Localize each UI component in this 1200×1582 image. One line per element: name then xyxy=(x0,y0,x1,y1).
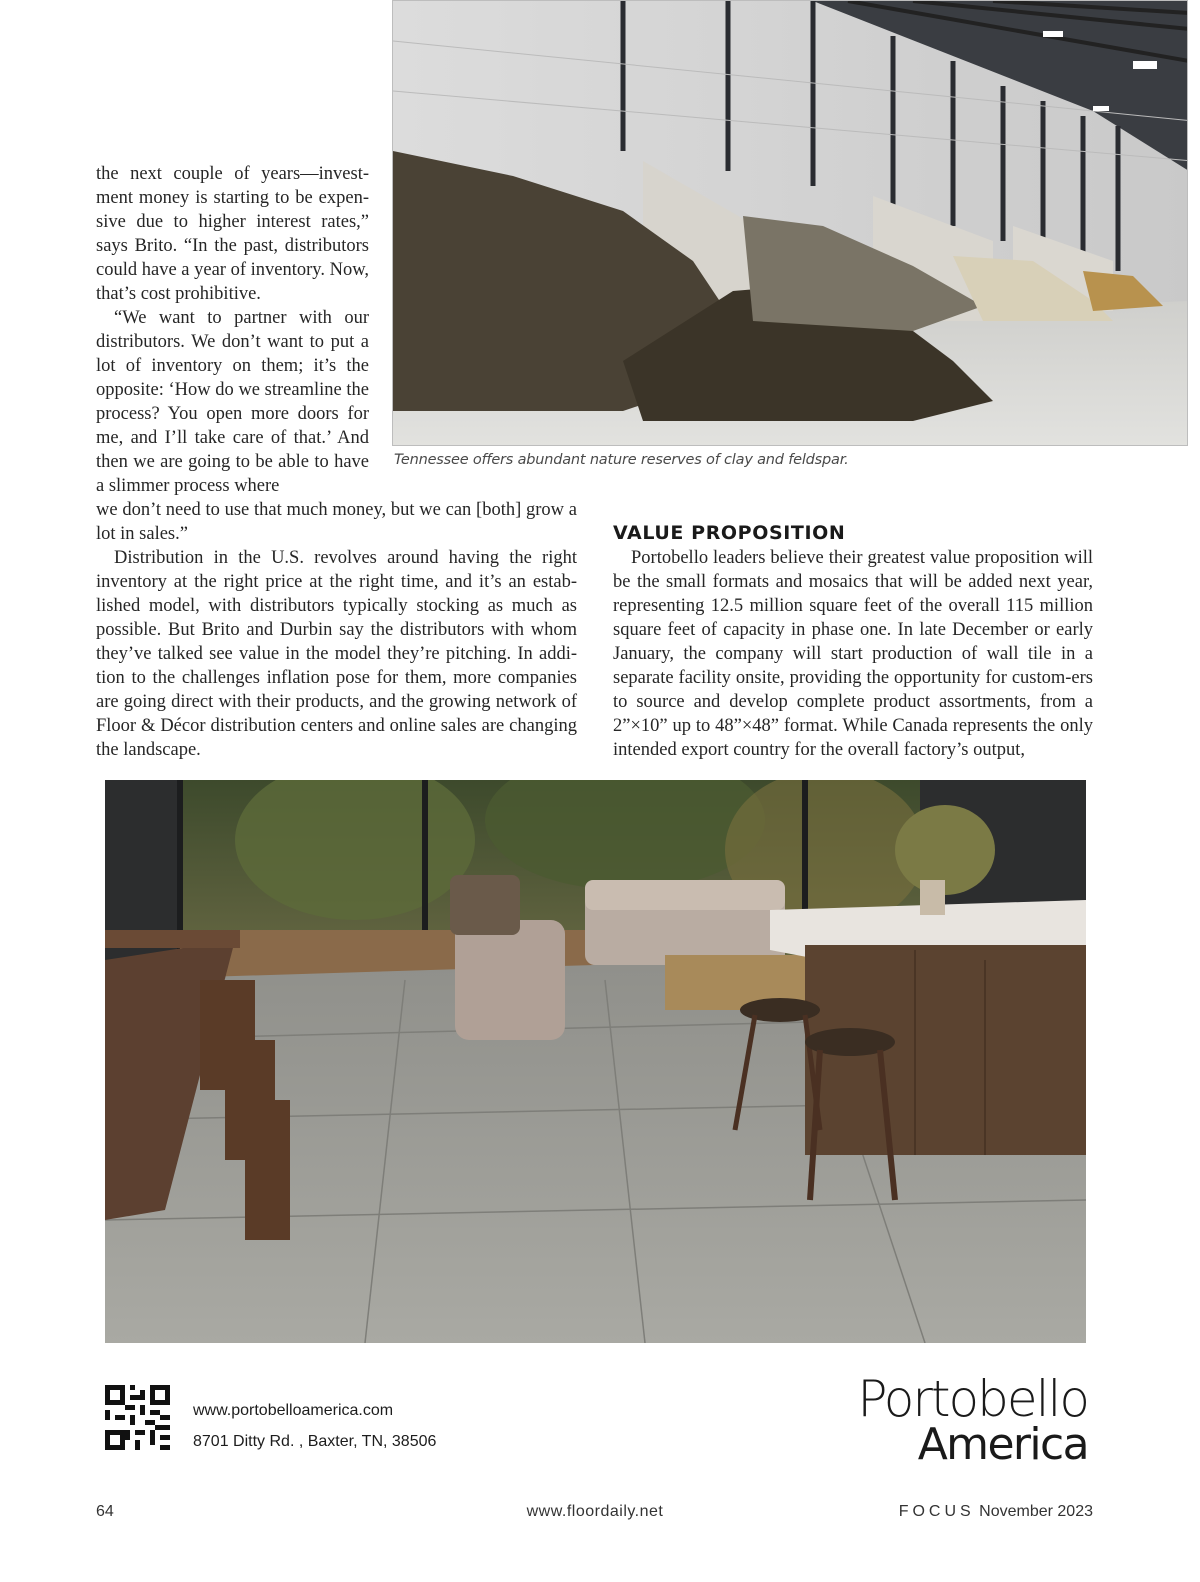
photo-caption: Tennessee offers abundant nature reserves of clay and feldspar. xyxy=(394,452,849,468)
advertiser-website-link[interactable]: www.portobelloamerica.com xyxy=(193,1402,394,1419)
qr-code[interactable] xyxy=(105,1385,170,1450)
article-column-left-top xyxy=(96,162,369,498)
article-paragraph: we don’t need to use that much money, but we can [both] grow a lot in sales.” xyxy=(96,500,577,544)
footer-issue-label xyxy=(899,1503,1093,1521)
article-column-left-bottom xyxy=(96,498,577,762)
advertiser-address: 8701 Ditty Rd. , Baxter, TN, 38506 xyxy=(193,1433,437,1450)
magazine-name: FOCUS xyxy=(898,1503,975,1520)
brand-logo-line2: America xyxy=(917,1419,1088,1470)
article-column-right xyxy=(613,522,1093,762)
article-paragraph: Distribution in the U.S. revolves around having the right inventory at the right price at the right time, and it’s an estab-lished model, with distributors typically stocking as much as possible. But Brito and Durbin say the distributors with whom they’ve talked see value in the model they’re pitching. In addi-tion to the challenges inflation pose for them, more companies are going direct with their products, and the growing network of Floor & Décor distribution centers and online sales are changing the landscape. xyxy=(96,548,577,760)
page-number: 64 xyxy=(96,1503,114,1520)
interior-photo xyxy=(105,780,1086,1343)
article-paragraph: the next couple of years—invest-ment money is starting to be expen-sive due to higher interest rates,” says Brito. “In the past, distributors could have a year of inventory. Now, that’s cost prohibitive. xyxy=(96,164,369,304)
brand-logo xyxy=(820,1370,1088,1470)
footer-website: www.floordaily.net xyxy=(526,1503,664,1520)
section-heading: VALUE PROPOSITION xyxy=(613,522,846,544)
article-paragraph: “We want to partner with our distributors. We don’t want to put a lot of inventory on them; it’s the opposite: ‘How do we streamline the process? You open more doors for me, and I’ll take care of that.’ And then we are going to be able to have a slimmer process where xyxy=(96,308,369,496)
brand-logo-line1: Portobello xyxy=(857,1370,1088,1428)
warehouse-photo xyxy=(392,0,1188,446)
issue-date: November 2023 xyxy=(979,1503,1093,1520)
article-paragraph: Portobello leaders believe their greatest value proposition will be the small formats and mosaics that will be added next year, representing 12.5 million square feet of the overall 115 million square feet of capacity in phase one. In late December or early January, the company will start production of wall tile in a separate facility onsite, providing the opportunity for custom-ers to source and develop complete product assortments, from a 2”×10” up to 48”×48” format. While Canada represents the only intended export country for the overall factory’s output, xyxy=(613,548,1093,760)
